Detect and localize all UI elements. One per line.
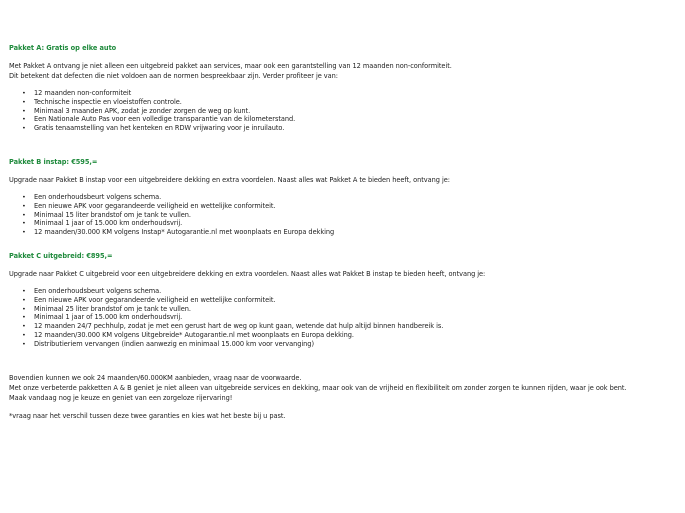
spacer	[9, 237, 681, 251]
list-item: • Minimaal 25 liter brandstof om je tank te vullen.	[22, 304, 191, 313]
bullet-icon: •	[22, 295, 26, 304]
list-item: • 12 maanden non-conformiteit	[22, 89, 132, 97]
bullet-icon: •	[22, 313, 26, 322]
list-item: • Distributieriem vervangen (indien aanwezig en minimaal 15.000 km voor vervanging)	[22, 339, 314, 348]
spacer	[9, 349, 681, 373]
bullet-icon: •	[22, 106, 26, 115]
spacer	[9, 81, 681, 89]
list-item: • Gratis tenaamstelling van het kenteken en RDW vrijwaring voor je inruilauto.	[22, 124, 285, 133]
pakket-a-intro-1: Met Pakket A ontvang je niet alleen een uitgebreid pakket aan services, maar ook een garantstelling van 12 maanden non-conformiteit.	[9, 62, 452, 70]
bullet-icon: •	[22, 228, 26, 237]
spacer	[9, 133, 681, 157]
pakket-a-title: Pakket A: Gratis op elke auto	[9, 44, 117, 52]
list-item: • Een onderhoudsbeurt volgens schema.	[22, 192, 162, 201]
list-item: • 12 maanden/30.000 KM volgens Uitgebreide* Autogarantie.nl met woonplaats en Europa dekking.	[22, 330, 354, 339]
bullet-icon: •	[22, 97, 26, 106]
list-item: • Een Nationale Auto Pas voor een volledige transparantie van de kilometerstand.	[22, 115, 296, 124]
bullet-icon: •	[22, 322, 26, 331]
closing-line-2: Met onze verbeterde pakketten A & B geniet je niet alleen van uitgebreide services en dekking, maar ook van de vrijheid en flexibiliteit om zonder zorgen te kunnen rijden, waar je ook bent.	[9, 383, 627, 392]
spacer	[9, 167, 681, 175]
pakket-a-list	[9, 89, 681, 133]
bullet-icon: •	[22, 304, 26, 313]
spacer	[9, 279, 681, 287]
list-item: • 12 maanden 24/7 pechhulp, zodat je met een gerust hart de weg op kunt gaan, wetende dat hulp altijd binnen handbereik is.	[22, 322, 444, 331]
bullet-icon: •	[22, 115, 26, 124]
bullet-icon: •	[22, 330, 26, 339]
pakket-b-title: Pakket B instap: €595,=	[9, 157, 98, 166]
bullet-icon: •	[22, 339, 26, 348]
closing-footnote: *vraag naar het verschil tussen deze twee garanties en kies wat het beste bij u past.	[9, 411, 286, 420]
pakket-c-list	[9, 287, 681, 349]
list-item: • Minimaal 1 jaar of 15.000 km onderhoudsvrij.	[22, 219, 183, 228]
document	[9, 43, 681, 421]
spacer	[9, 403, 681, 411]
bullet-icon: •	[22, 219, 26, 228]
spacer	[9, 185, 681, 193]
list-item: • Minimaal 1 jaar of 15.000 km onderhoudsvrij.	[22, 313, 183, 322]
closing-line-1: Bovendien kunnen we ook 24 maanden/60.000KM aanbieden, vraag naar de voorwaarde.	[9, 373, 302, 382]
bullet-icon: •	[22, 210, 26, 219]
spacer	[9, 261, 681, 269]
bullet-icon: •	[22, 89, 26, 97]
spacer	[9, 53, 681, 61]
pakket-c-intro: Upgrade naar Pakket C uitgebreid voor een uitgebreidere dekking en extra voordelen. Naast alles wat Pakket B instap te bieden heeft, ontvang je:	[9, 269, 486, 278]
list-item: • 12 maanden/30.000 KM volgens Instap* Autogarantie.nl met woonplaats en Europa dekking	[22, 228, 335, 237]
list-item: • Een onderhoudsbeurt volgens schema.	[22, 286, 162, 295]
list-item: • Minimaal 15 liter brandstof om je tank te vullen.	[22, 210, 191, 219]
bullet-icon: •	[22, 124, 26, 133]
list-item: • Technische inspectie en vloeistoffen controle.	[22, 97, 182, 106]
list-item: • Minimaal 3 maanden APK, zodat je zonder zorgen de weg op kunt.	[22, 106, 251, 115]
pakket-c-title: Pakket C uitgebreid: €895,=	[9, 251, 113, 260]
bullet-icon: •	[22, 286, 26, 295]
closing-line-3: Maak vandaag nog je keuze en geniet van een zorgeloze rijervaring!	[9, 393, 233, 402]
bullet-icon: •	[22, 192, 26, 201]
list-item: • Een nieuwe APK voor gegarandeerde veiligheid en wettelijke conformiteit.	[22, 295, 276, 304]
pakket-b-list	[9, 193, 681, 237]
list-item: • Een nieuwe APK voor gegarandeerde veiligheid en wettelijke conformiteit.	[22, 201, 276, 210]
pakket-a-intro-2: Dit betekent dat defecten die niet voldoen aan de normen bespreekbaar zijn. Verder profiteer je van:	[9, 72, 338, 80]
pakket-b-intro: Upgrade naar Pakket B instap voor een uitgebreidere dekking en extra voordelen. Naast alles wat Pakket A te bieden heeft, ontvang je:	[9, 175, 450, 184]
bullet-icon: •	[22, 201, 26, 210]
